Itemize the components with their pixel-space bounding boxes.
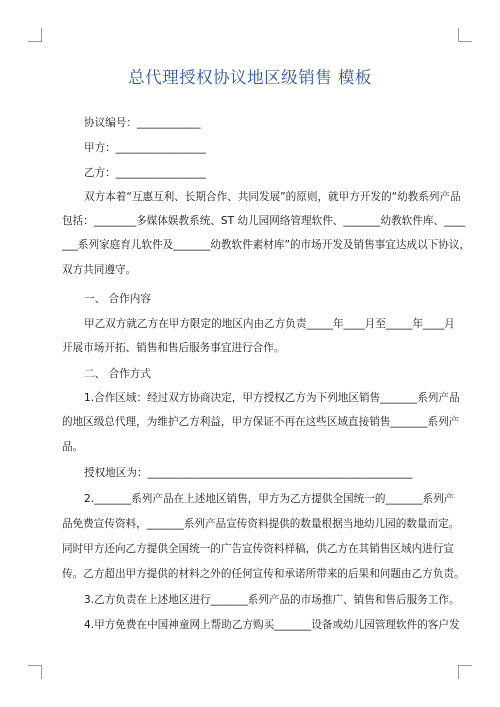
body-line: 的地区级总代理，为维护乙方利益，甲方保证不再在这些区域直接销售_______系列产 [62, 416, 460, 428]
section-heading: 二、 合作方式 [84, 368, 151, 380]
body-line: 3.乙方负责在上述地区进行_______系列产品的市场推广、销售和售后服务工作。 [84, 594, 460, 606]
body-line: 4.甲方免费在中国神童网上帮助乙方购买_______设备或幼儿园管理软件的客户发 [84, 619, 460, 631]
party-b-field: 乙方：_________________ [84, 167, 206, 179]
body-line: 品。 [62, 441, 84, 453]
party-a-field: 甲方：_________________ [84, 142, 206, 154]
body-line: 1.合作区域：经过双方协商决定，甲方授权乙方为下列地区销售_______系列产品 [84, 392, 460, 404]
document-title: 总代理授权协议地区级销售 模板 [128, 68, 372, 87]
body-line: 开展市场开拓、销售和售后服务事宜进行合作。 [62, 342, 285, 354]
body-line: 传。乙方超出甲方提供的材料之外的任何宣传和承诺所带来的后果和问题由乙方负责。 [62, 568, 465, 580]
body-line: ___系列家庭育儿软件及_______幼教软件素材库”的市场开发及销售事宜达成以下协议， [62, 239, 471, 251]
section-heading: 一、 合作内容 [84, 293, 151, 305]
crop-mark-top-right-v [458, 28, 459, 42]
body-line: 双方本着“互惠互利、长期合作、共同发展”的原则，就甲方开发的“幼教系列产品 [84, 191, 461, 203]
body-line: 包括：________多媒体娱教系统、ST 幼儿园网络管理软件、_______幼教软件库、____ [62, 215, 466, 227]
crop-mark-bottom-right-v [458, 665, 459, 679]
body-line: 同时甲方还向乙方提供全国统一的广告宣传资料样稿，供乙方在其销售区域内进行宣 [62, 543, 454, 555]
body-line: 双方共同遵守。 [62, 264, 137, 276]
body-line: 2._______系列产品在上述地区销售，甲方为乙方提供全国统一的_______系列产 [84, 493, 455, 505]
crop-mark-top-left-h [28, 41, 42, 42]
authorized-region-field: 授权地区为：__________________________________________________ [84, 467, 413, 479]
body-line: 品免费宣传资料，_______系列产品宣传资料提供的数量根据当地幼儿园的数量而定。 [62, 518, 460, 530]
crop-mark-bottom-left-v [41, 665, 42, 679]
crop-mark-bottom-right-h [458, 665, 472, 666]
crop-mark-top-right-h [458, 41, 472, 42]
body-line: 甲乙双方就乙方在甲方限定的地区内由乙方负责_____年____月至_____年____月 [84, 318, 455, 330]
crop-mark-top-left-v [41, 28, 42, 42]
agreement-number-field: 协议编号：____________ [84, 117, 201, 129]
crop-mark-bottom-left-h [28, 665, 42, 666]
